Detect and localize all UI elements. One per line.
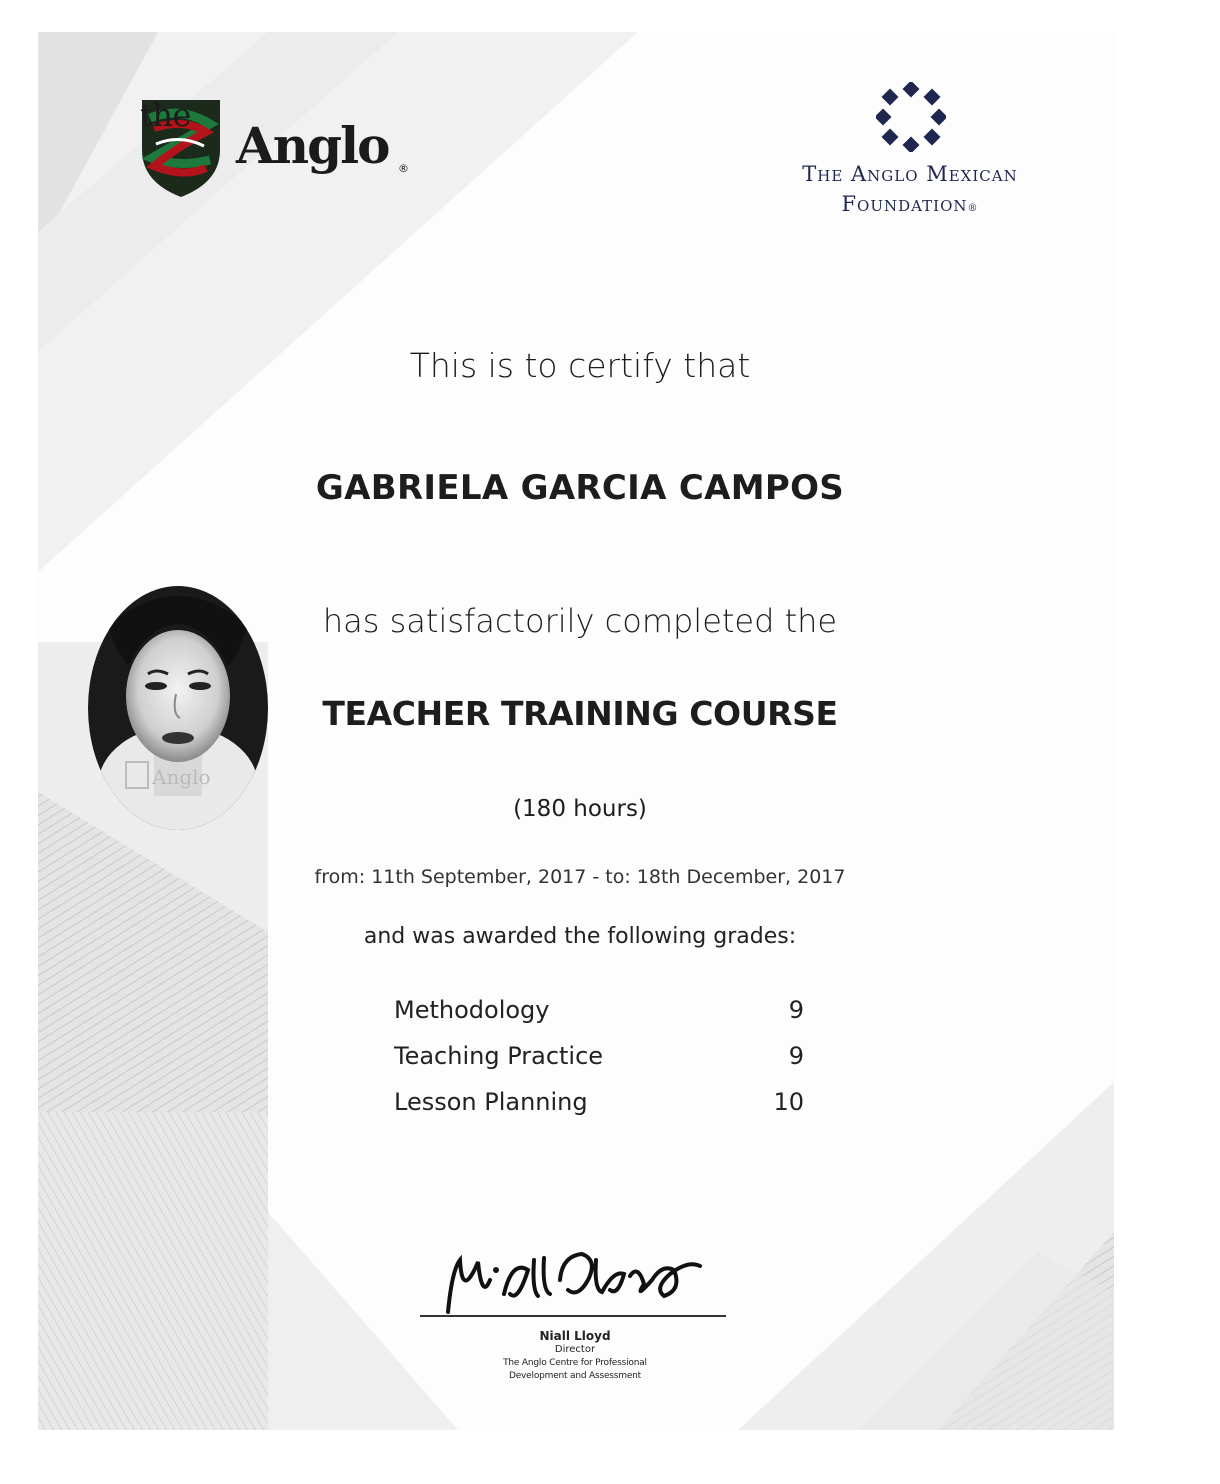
logo-registered-mark: ® bbox=[398, 162, 409, 175]
course-hours: (180 hours) bbox=[513, 796, 647, 822]
logo-the-text: the bbox=[140, 96, 191, 134]
grades-table bbox=[394, 996, 814, 1134]
foundation-name-line2-text: Foundation bbox=[841, 192, 968, 216]
course-dates: from: 11th September, 2017 - to: 18th December, 2017 bbox=[314, 866, 846, 888]
signature-line bbox=[420, 1315, 726, 1317]
recipient-name: GABRIELA GARCIA CAMPOS bbox=[315, 468, 845, 508]
grade-subject: Lesson Planning bbox=[394, 1088, 588, 1116]
course-name: TEACHER TRAINING COURSE bbox=[322, 694, 838, 733]
director-signature bbox=[438, 1240, 718, 1320]
portrait-image bbox=[88, 586, 268, 830]
grade-value: 9 bbox=[788, 996, 804, 1024]
foundation-name-line1: The Anglo Mexican bbox=[802, 162, 1018, 186]
grade-row bbox=[394, 1088, 814, 1134]
grade-row bbox=[394, 1042, 814, 1088]
logo-anglo-text: Anglo bbox=[236, 116, 389, 175]
foundation-registered-mark: ® bbox=[967, 203, 979, 214]
signer-name: Niall Lloyd bbox=[539, 1329, 611, 1343]
photo-watermark: Anglo bbox=[152, 765, 211, 789]
signer-organization-line1: The Anglo Centre for Professional bbox=[503, 1358, 647, 1368]
foundation-emblem-logo bbox=[876, 82, 946, 152]
signer-organization-line2: Development and Assessment bbox=[508, 1371, 642, 1381]
signer-title: Director bbox=[554, 1344, 596, 1355]
grade-value: 9 bbox=[788, 1042, 804, 1070]
grade-row bbox=[394, 996, 814, 1042]
certify-intro: This is to certify that bbox=[409, 346, 751, 385]
grade-subject: Teaching Practice bbox=[394, 1042, 604, 1070]
awarded-statement: and was awarded the following grades: bbox=[363, 924, 797, 949]
grade-value: 10 bbox=[773, 1088, 804, 1116]
recipient-photo bbox=[88, 586, 268, 830]
foundation-name-line2 bbox=[760, 192, 1060, 216]
completion-statement: has satisfactorily completed the bbox=[322, 602, 838, 640]
grade-subject: Methodology bbox=[394, 996, 550, 1024]
